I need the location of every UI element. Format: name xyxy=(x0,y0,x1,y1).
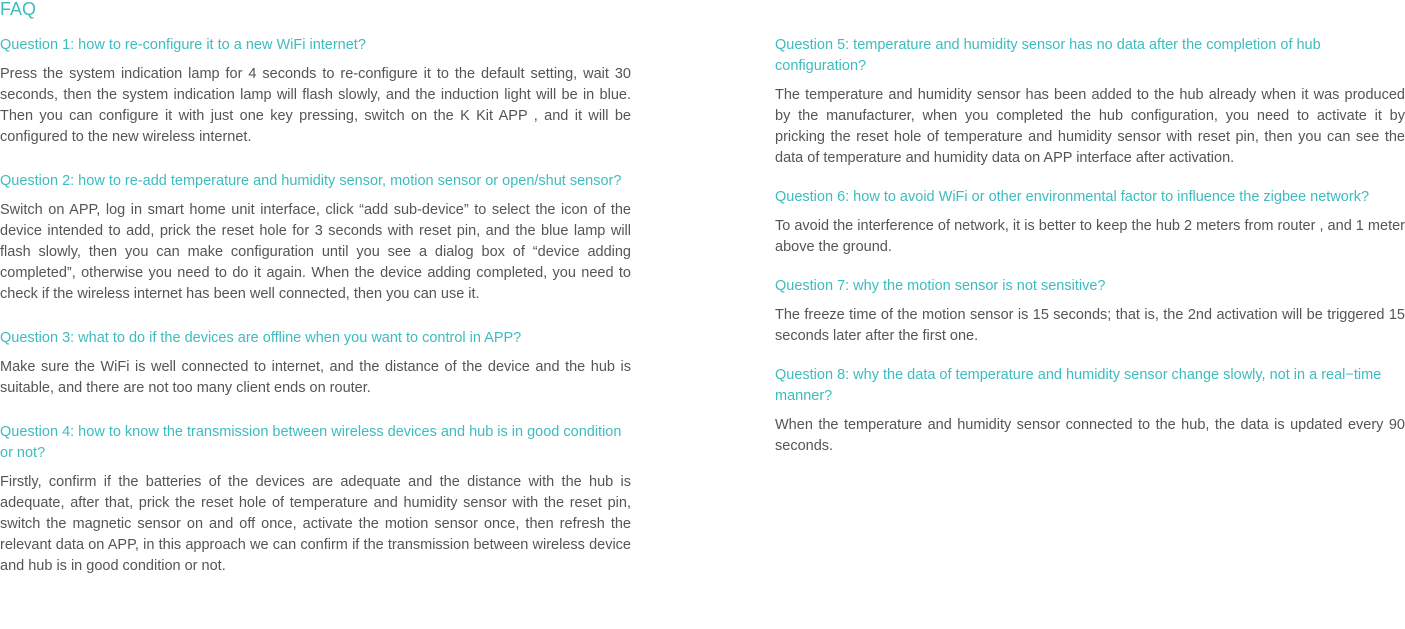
faq-question-4: Question 4: how to know the transmission between wireless devices and hub is in good condition or not? xyxy=(0,424,622,461)
faq-answer-6: To avoid the interference of network, it is better to keep the hub 2 meters from router , and 1 meter above the ground. xyxy=(775,218,1405,255)
faq-column-right xyxy=(775,35,1405,475)
faq-answer-8: When the temperature and humidity sensor connected to the hub, the data is updated every 90 seconds. xyxy=(775,417,1405,454)
page-title: FAQ xyxy=(0,0,37,19)
faq-item-5 xyxy=(775,35,1405,169)
faq-item-2 xyxy=(0,171,631,305)
faq-column-left xyxy=(0,35,631,600)
faq-item-7 xyxy=(775,276,1405,347)
faq-question-3: Question 3: what to do if the devices are offline when you want to control in APP? xyxy=(0,330,522,346)
faq-question-2: Question 2: how to re-add temperature and humidity sensor, motion sensor or open/shut sensor? xyxy=(0,173,622,189)
faq-question-7: Question 7: why the motion sensor is not sensitive? xyxy=(775,278,1106,294)
faq-answer-4: Firstly, confirm if the batteries of the devices are adequate and the distance with the hub is adequate, after that, prick the reset hole of temperature and humidity sensor with the reset pin, switch the magnetic sensor on and off once, activate the motion sensor once, then refresh the relevant data on APP, in this approach we can confirm if the transmission between wireless device and hub is in good condition or not. xyxy=(0,474,631,574)
faq-question-6: Question 6: how to avoid WiFi or other environmental factor to influence the zigbee network? xyxy=(775,189,1370,205)
faq-answer-2: Switch on APP, log in smart home unit interface, click “add sub-device” to select the icon of the device intended to add, prick the reset hole for 3 seconds with reset pin, and the blue lamp will flash slowly, then you can make configuration until you see a dialog box of “device adding completed”, otherwise you need to do it again. When the device adding completed, you need to check if the wireless internet has been well connected, then you can use it. xyxy=(0,202,631,302)
faq-item-8 xyxy=(775,365,1405,457)
faq-question-5: Question 5: temperature and humidity sensor has no data after the completion of hub configuration? xyxy=(775,37,1321,74)
faq-question-8: Question 8: why the data of temperature and humidity sensor change slowly, not in a real−time manner? xyxy=(775,367,1382,404)
faq-item-6 xyxy=(775,187,1405,258)
faq-item-3 xyxy=(0,328,631,399)
faq-answer-1: Press the system indication lamp for 4 seconds to re-configure it to the default setting, wait 30 seconds, then the system indication lamp will flash slowly, and the induction light will be in blue. Then you can configure it with just one key pressing, switch on the K Kit APP , and it will be configured to the new wireless internet. xyxy=(0,66,631,145)
faq-answer-3: Make sure the WiFi is well connected to internet, and the distance of the device and the hub is suitable, and there are not too many client ends on router. xyxy=(0,359,631,396)
faq-item-1 xyxy=(0,35,631,148)
faq-answer-7: The freeze time of the motion sensor is 15 seconds; that is, the 2nd activation will be triggered 15 seconds later after the first one. xyxy=(775,307,1405,344)
faq-answer-5: The temperature and humidity sensor has been added to the hub already when it was produced by the manufacturer, when you completed the hub configuration, you need to activate it by pricking the reset hole of temperature and humidity sensor with reset pin, then you can see the data of temperature and humidity data on APP interface after activation. xyxy=(775,87,1405,166)
faq-question-1: Question 1: how to re-configure it to a new WiFi internet? xyxy=(0,37,366,53)
faq-item-4 xyxy=(0,422,631,577)
